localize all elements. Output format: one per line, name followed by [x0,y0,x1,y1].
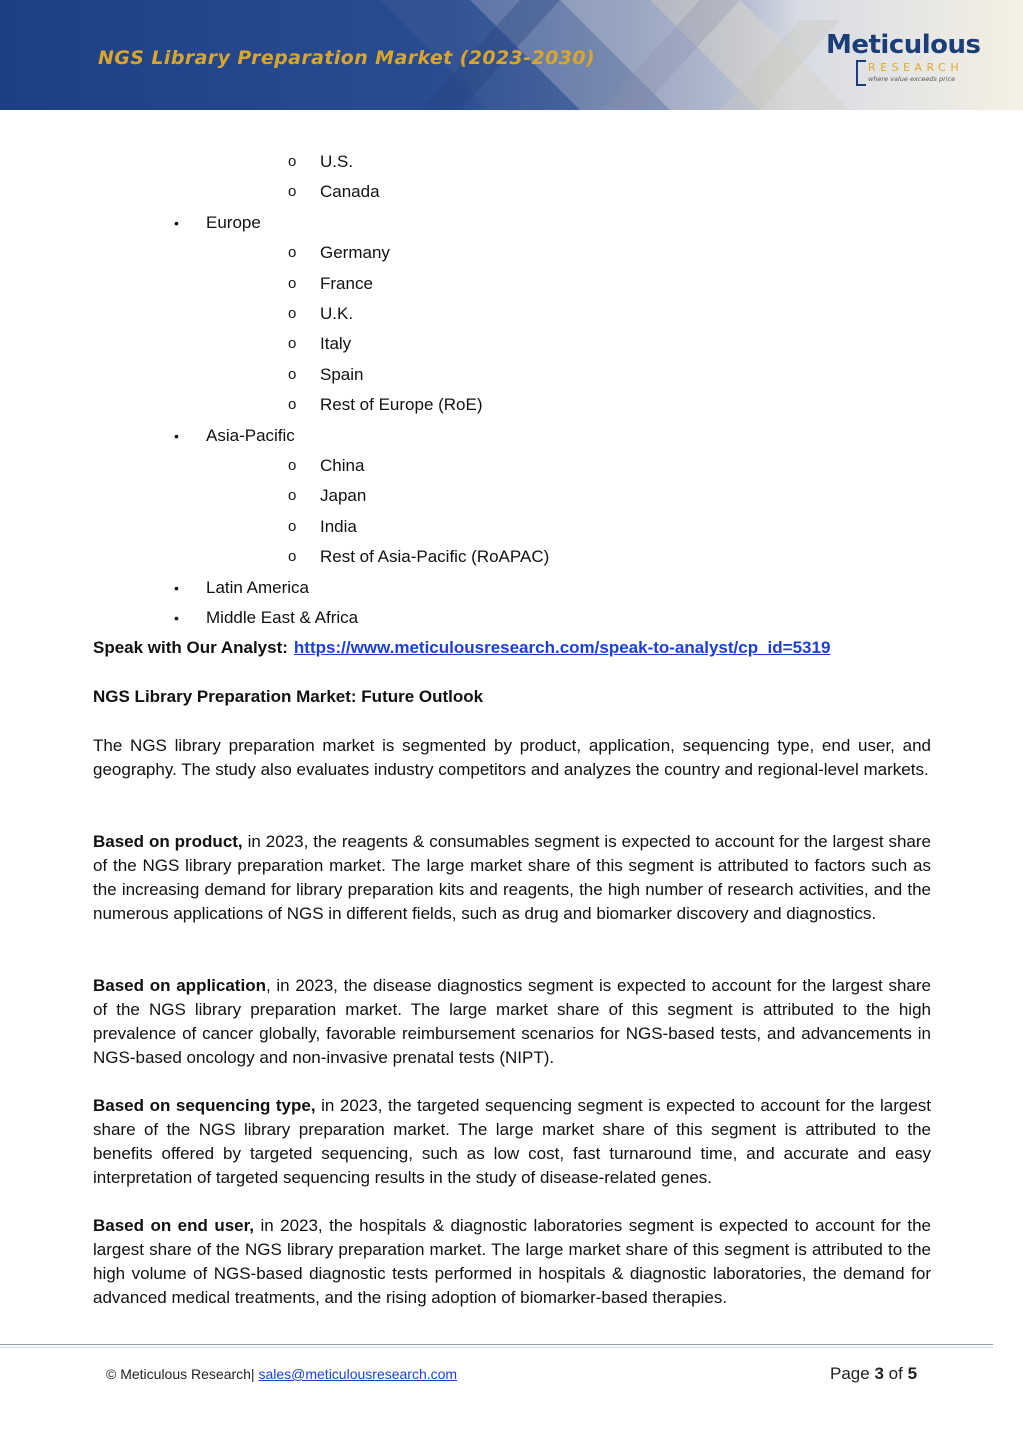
analyst-label: Speak with Our Analyst: [93,638,288,657]
footer-divider [0,1344,993,1345]
page-total: 5 [907,1364,918,1383]
circle-bullet-icon: o [288,275,297,292]
circle-bullet-icon: o [288,183,297,200]
country-item [288,181,380,203]
paragraph-intro [93,734,931,782]
item-label: Italy [320,334,352,353]
circle-bullet-icon: o [288,305,297,322]
circle-bullet-icon: o [288,396,297,413]
item-label: Germany [320,243,390,262]
region-item [174,577,309,599]
bullet-icon: • [174,580,179,596]
header-banner [0,0,1023,110]
paragraph-lead: Based on sequencing type, [93,1096,316,1115]
paragraph-text: The NGS library preparation market is segmented by product, application, sequencing type, end user, and geography. The study also evaluates industry competitors and analyzes the country and regional-level markets. [93,736,931,779]
bullet-icon: • [174,610,179,626]
item-label: Europe [206,213,261,232]
region-item [174,425,295,447]
paragraph-lead: Based on product, [93,832,243,851]
region-item [174,607,359,629]
country-item [288,273,373,295]
meticulous-logo [826,30,981,88]
circle-bullet-icon: o [288,548,297,565]
logo-sub: RESEARCH [868,61,964,74]
country-item [288,455,365,477]
paragraph-product [93,830,931,926]
country-item [288,303,354,325]
paragraph-end-user [93,1214,931,1310]
item-label: Middle East & Africa [206,608,359,627]
paragraph-lead: Based on end user, [93,1216,255,1235]
country-item [288,333,352,355]
paragraph-sequencing-type [93,1094,931,1190]
item-label: U.K. [320,304,354,323]
paragraph-text: in 2023, the reagents & consumables segment is expected to account for the largest share of the NGS library preparation market. The large market share of this segment is attributed to factors such as the increasing demand for library preparation kits and reagents, the high number of research activities, and the numerous applications of NGS in different fields, such as drug and biomarker discovery and diagnostics. [93,832,932,923]
paragraph-text: in 2023, the targeted sequencing segment is expected to account for the largest share of the NGS library preparation market. The large market share of this segment is attributed to the benefits offered by targeted sequencing, such as low cost, fast turnaround time, and accurate and easy interpretation of targeted sequencing results in the study of disease-related genes. [93,1096,931,1187]
bullet-icon: • [174,428,179,444]
footer-copyright [106,1366,457,1382]
circle-bullet-icon: o [288,366,297,383]
copyright-text: © Meticulous Research| [106,1366,255,1382]
section-heading: NGS Library Preparation Market: Future Outlook [93,687,484,706]
country-item [288,151,354,173]
country-item [288,516,357,538]
paragraph-text: , in 2023, the disease diagnostics segment is expected to account for the largest share of the NGS library preparation market. The large market share of this segment is attributed to the high prevalence of cancer globally, favorable reimbursement scenarios for NGS-based tests, and advancements in NGS-based oncology and non-invasive prenatal tests (NIPT). [93,976,931,1067]
item-label: France [320,274,373,293]
item-label: Canada [320,182,380,201]
item-label: Asia-Pacific [206,426,295,445]
analyst-line [93,638,830,658]
footer-email-link[interactable]: sales@meticulousresearch.com [258,1366,458,1382]
region-item [174,212,261,234]
circle-bullet-icon: o [288,153,297,170]
item-label: Latin America [206,578,309,597]
paragraph-text: in 2023, the hospitals & diagnostic laboratories segment is expected to account for the largest share of the NGS library preparation market. The large market share of this segment is attributed to the high volume of NGS-based diagnostic tests performed in hospitals & diagnostic laboratories, the demand for advanced medical treatments, and the rising adoption of biomarker-based therapies. [93,1216,931,1307]
analyst-link[interactable]: https://www.meticulousresearch.com/speak-to-analyst/cp_id=5319 [293,638,831,657]
country-item [288,242,390,264]
page-number [830,1364,917,1384]
footer-divider-shadow [0,1347,993,1348]
circle-bullet-icon: o [288,244,297,261]
page-of: of [888,1364,903,1383]
logo-tagline: where value exceeds price [868,75,956,83]
bullet-icon: • [174,215,179,231]
logo-word: Meticulous [826,30,981,60]
country-item [288,546,550,568]
circle-bullet-icon: o [288,487,297,504]
item-label: U.S. [320,152,354,171]
item-label: Rest of Europe (RoE) [320,395,483,414]
page-current: 3 [874,1364,884,1383]
circle-bullet-icon: o [288,518,297,535]
item-label: China [320,456,365,475]
page-word: Page [830,1364,870,1383]
country-item [288,394,483,416]
circle-bullet-icon: o [288,335,297,352]
circle-bullet-icon: o [288,457,297,474]
country-item [288,364,364,386]
item-label: Japan [320,486,367,505]
header-title: NGS Library Preparation Market (2023-2030) [98,47,596,69]
paragraph-lead: Based on application [93,976,266,995]
country-item [288,485,367,507]
item-label: Spain [320,365,364,384]
item-label: Rest of Asia-Pacific (RoAPAC) [320,547,550,566]
paragraph-application [93,974,931,1070]
logo-bracket-icon [856,60,866,86]
item-label: India [320,517,357,536]
